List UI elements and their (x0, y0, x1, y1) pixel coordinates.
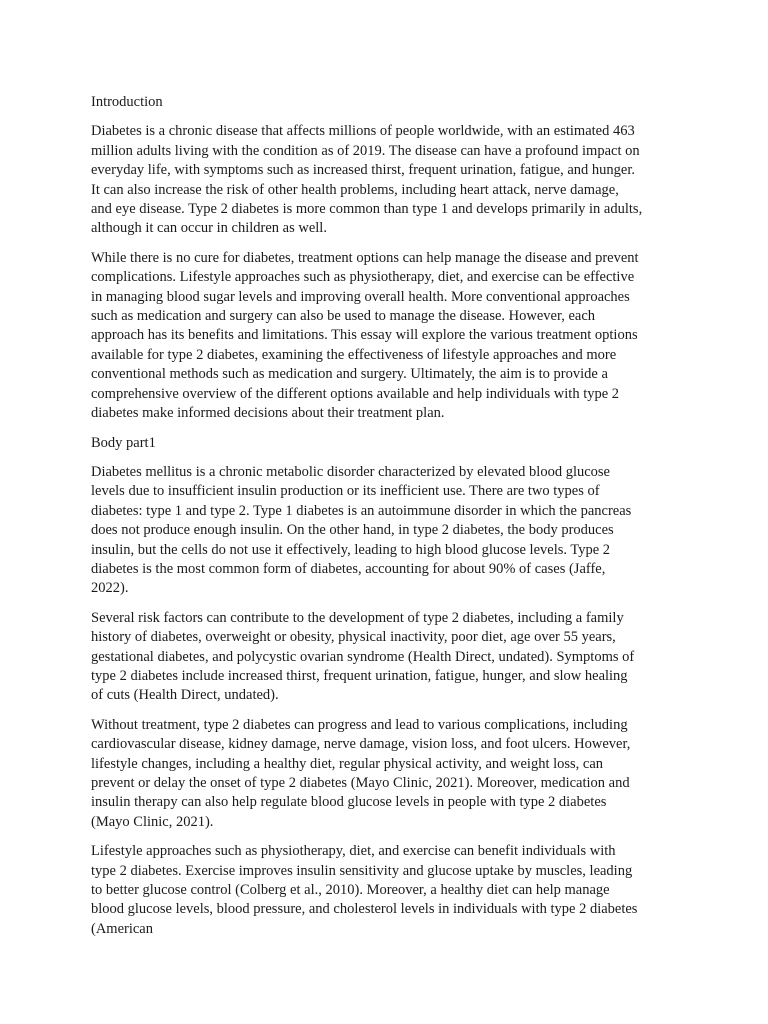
intro-paragraph-1: Diabetes is a chronic disease that affects millions of people worldwide, with an estimated 463 million adults living with the condition as of 2019. The disease can have a profound impact on everyday life, with symptoms such as increased thirst, frequent urination, fatigue, and hunger. It can also increase the risk of other health problems, including heart attack, nerve damage, and eye disease. Type 2 diabetes is more common than type 1 and develops primarily in adults, although it can occur in children as well. (91, 123, 643, 237)
body-paragraph-1: Diabetes mellitus is a chronic metabolic disorder characterized by elevated blood glucose levels due to insufficient insulin production or its inefficient use. There are two types of diabetes: type 1 and type 2. Type 1 diabetes is an autoimmune disorder in which the pancreas does not produce enough insulin. On the other hand, in type 2 diabetes, the body produces insulin, but the cells do not use it effectively, leading to high blood glucose levels. Type 2 diabetes is the most common form of diabetes, accounting for about 90% of cases (Jaffe, 2022). (91, 463, 632, 597)
body-paragraph-3: Without treatment, type 2 diabetes can progress and lead to various complications, including cardiovascular disease, kidney damage, nerve damage, vision loss, and foot ulcers. However, lifestyle changes, including a healthy diet, regular physical activity, and weight loss, can prevent or delay the onset of type 2 diabetes (Mayo Clinic, 2021). Moreover, medication and insulin therapy can also help regulate blood glucose levels in people with type 2 diabetes (Mayo Clinic, 2021). (91, 716, 631, 830)
intro-heading: Introduction (91, 94, 163, 110)
body-paragraph-4: Lifestyle approaches such as physiotherapy, diet, and exercise can benefit individuals with type 2 diabetes. Exercise improves insulin sensitivity and glucose uptake by muscles, leading to better glucose control (Colberg et al., 2010). Moreover, a healthy diet can help manage blood glucose levels, blood pressure, and cholesterol levels in individuals with type 2 diabetes (American (91, 843, 638, 937)
body-paragraph-2: Several risk factors can contribute to the development of type 2 diabetes, including a family history of diabetes, overweight or obesity, physical inactivity, poor diet, age over 55 years, gestational diabetes, and polycystic ovarian syndrome (Health Direct, undated). Symptoms of type 2 diabetes include increased thirst, frequent urination, fatigue, hunger, and slow healing of cuts (Health Direct, undated). (91, 609, 635, 704)
intro-paragraph-2: While there is no cure for diabetes, treatment options can help manage the disease and prevent complications. Lifestyle approaches such as physiotherapy, diet, and exercise can be effective in managing blood sugar levels and improving overall health. More conventional approaches such as medication and surgery can also be used to manage the disease. However, each approach has its benefits and limitations. This essay will explore the various treatment options available for type 2 diabetes, examining the effectiveness of lifestyle approaches and more conventional methods such as medication and surgery. Ultimately, the aim is to provide a comprehensive overview of the different options available and help individuals with type 2 diabetes make informed decisions about their treatment plan. (91, 249, 639, 422)
body-heading: Body part1 (91, 434, 156, 451)
document-body (91, 93, 643, 949)
